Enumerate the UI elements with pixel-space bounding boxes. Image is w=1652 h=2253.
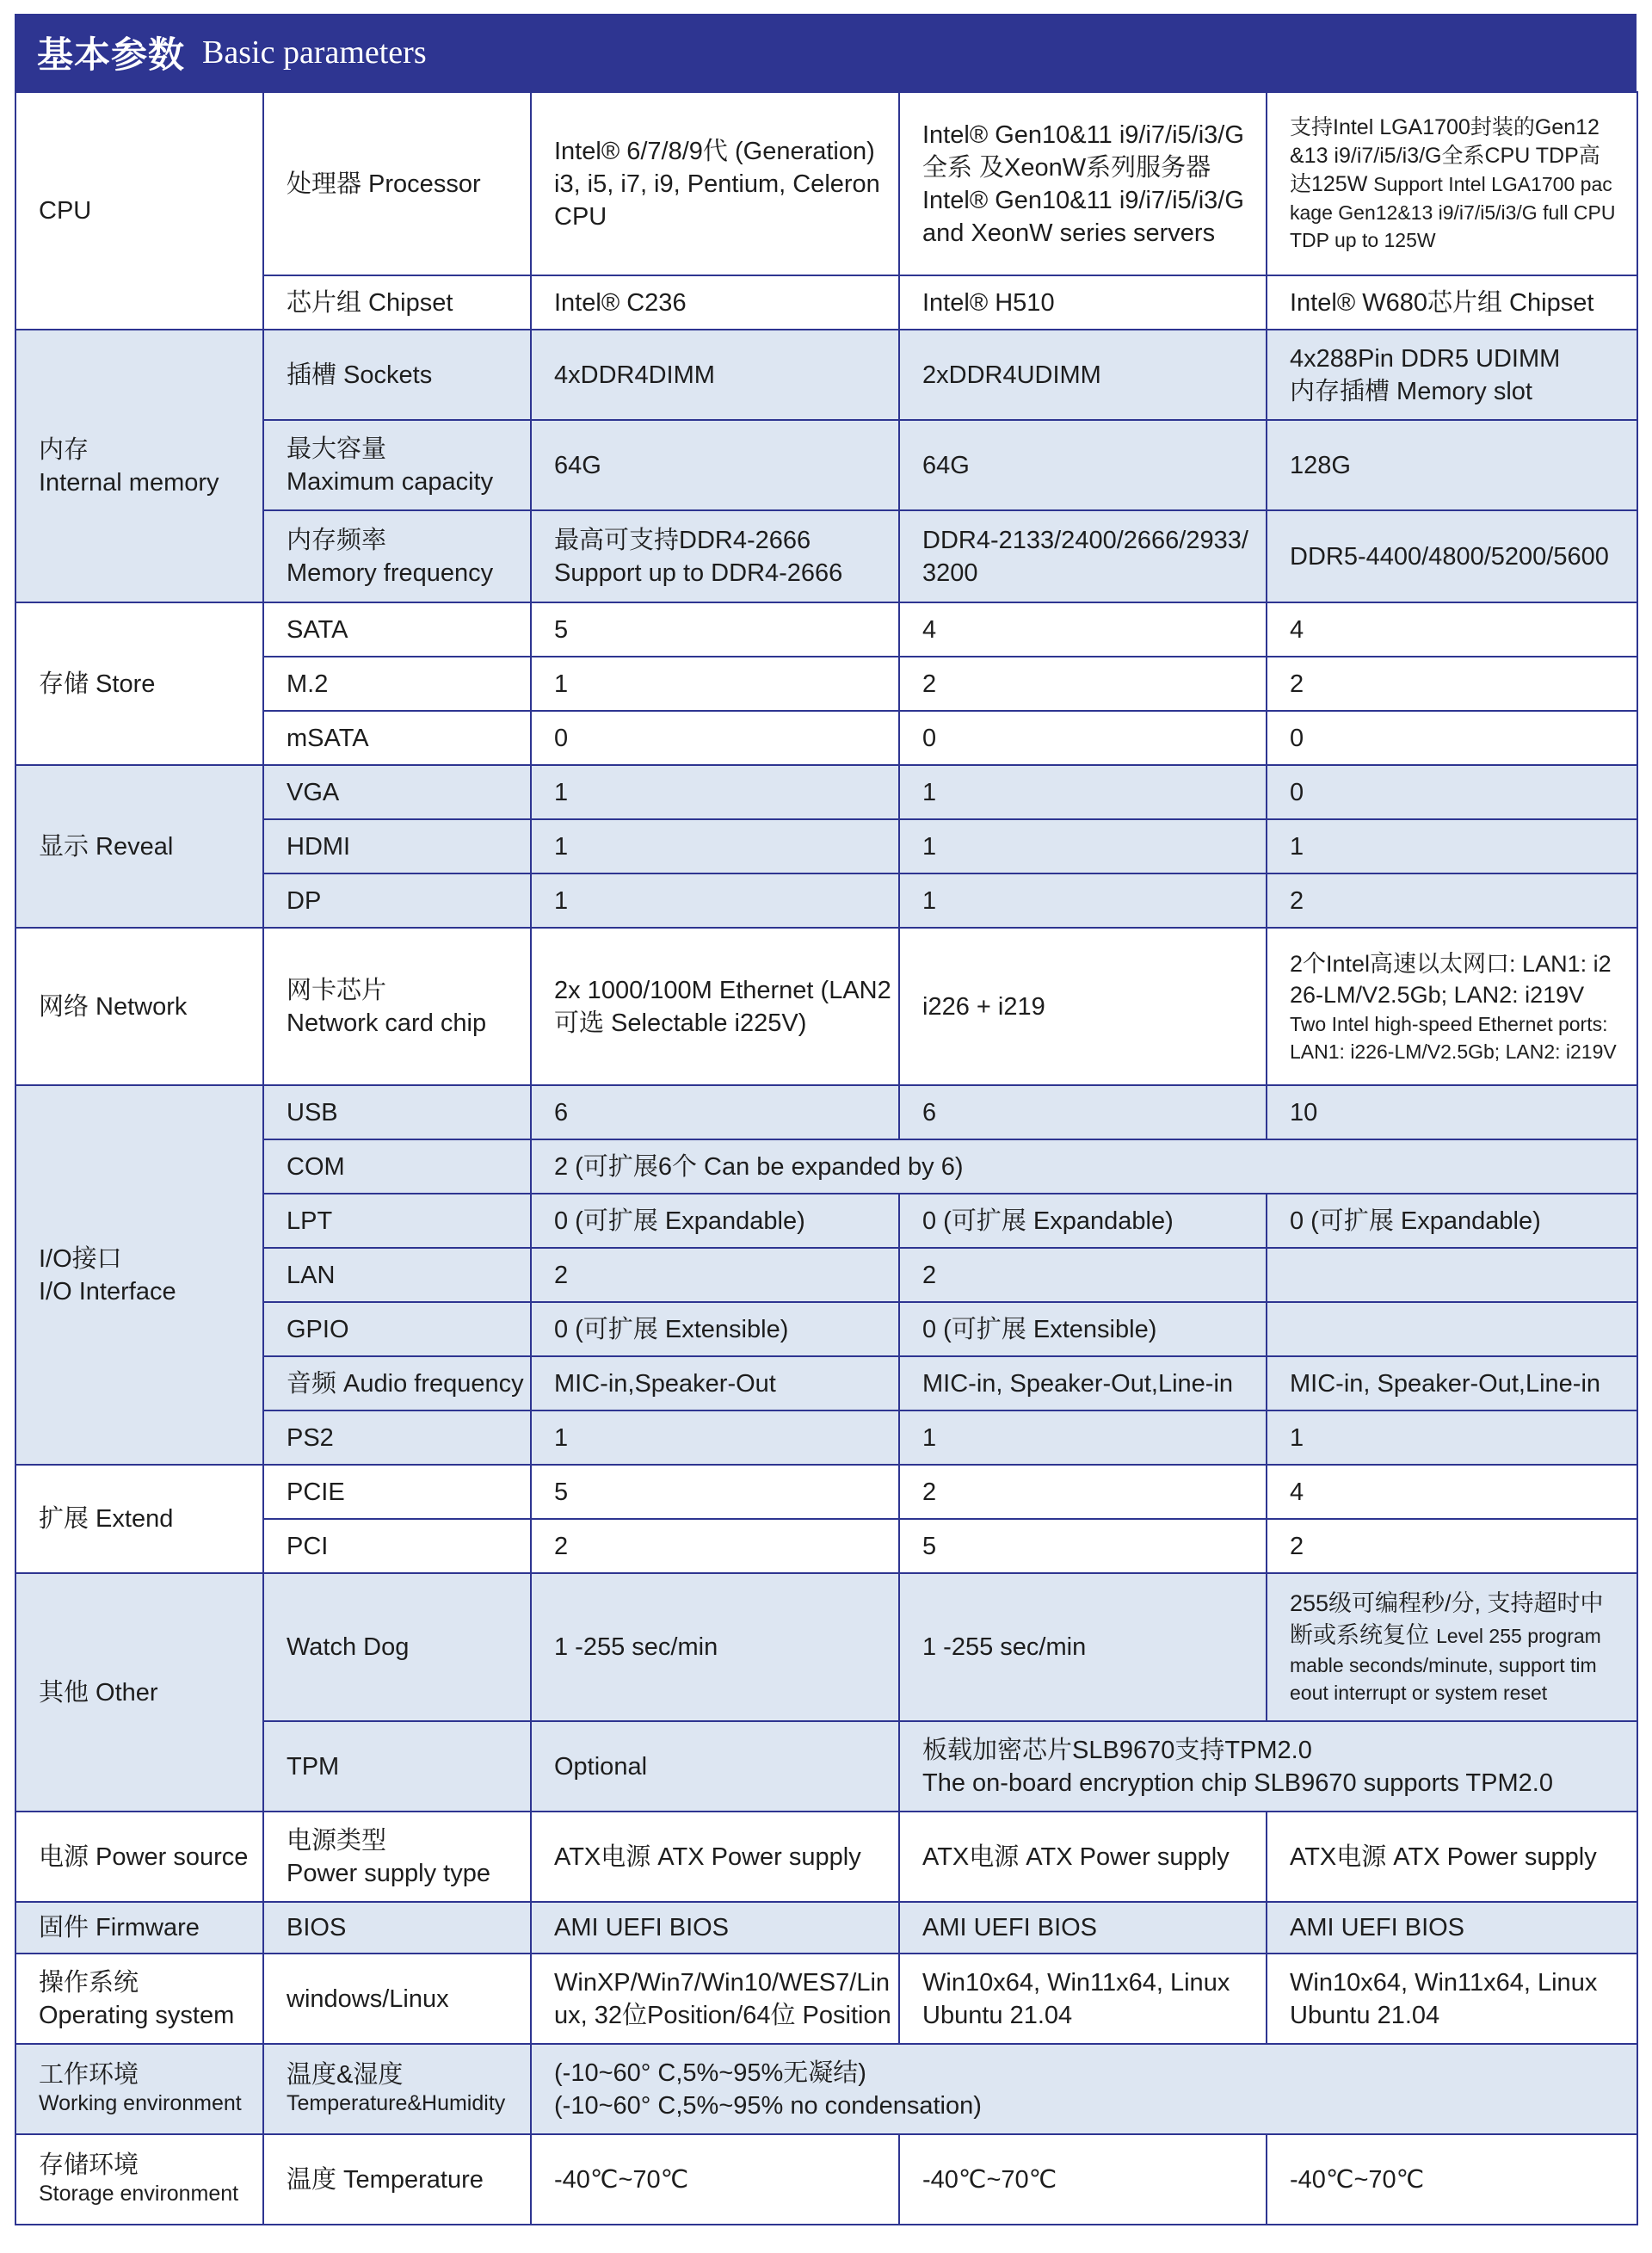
- category-cell: 其他 Other: [15, 1573, 263, 1812]
- value-line: (-10~60° C,5%~95%无凝结): [554, 2059, 866, 2087]
- category-en: Storage environment: [39, 2181, 239, 2206]
- param-line: 电源类型: [287, 1826, 387, 1855]
- value-line: Intel® Gen10&11 i9/i7/i5/i3/G: [922, 186, 1244, 214]
- value-cell: 2: [1267, 657, 1637, 711]
- value-cell: 2 (可扩展6个 Can be expanded by 6): [531, 1139, 1637, 1194]
- value-cell: MIC-in, Speaker-Out,Line-in: [1267, 1356, 1637, 1410]
- param-cell: M.2: [263, 657, 531, 711]
- value-line: (-10~60° C,5%~95% no condensation): [554, 2091, 982, 2120]
- value-line: Win10x64, Win11x64, Linux: [922, 1968, 1230, 1997]
- value-cell: [531, 510, 899, 602]
- table-row: [15, 1902, 1637, 1954]
- param-line: Network card chip: [287, 1009, 487, 1037]
- value-cell: DDR5-4400/4800/5200/5600: [1267, 510, 1637, 602]
- value-part: 达125W: [1290, 172, 1368, 196]
- value-cell: 2: [531, 1248, 899, 1302]
- value-cell: 1: [899, 765, 1267, 819]
- param-line: 温度&湿度: [287, 2060, 404, 2089]
- value-cell: [531, 928, 899, 1085]
- value-cell: 64G: [531, 420, 899, 510]
- param-cell: PCI: [263, 1519, 531, 1573]
- value-cell: i226 + i219: [899, 928, 1267, 1085]
- table-row: [15, 92, 1637, 275]
- category-cell: 电源 Power source: [15, 1812, 263, 1902]
- value-cell: 2: [899, 657, 1267, 711]
- category-zh: I/O接口: [39, 1244, 122, 1273]
- value-cell: -40℃~70℃: [1267, 2134, 1637, 2225]
- table-row: [15, 2134, 1637, 2225]
- category-cell: [15, 1954, 263, 2044]
- value-cell: 1: [899, 873, 1267, 928]
- value-cell: 1 -255 sec/min: [531, 1573, 899, 1721]
- category-en: Working environment: [39, 2090, 242, 2115]
- value-cell: [899, 92, 1267, 275]
- value-line: Ubuntu 21.04: [922, 2001, 1073, 2029]
- section-header: [15, 14, 1637, 91]
- value-line: 内存插槽 Memory slot: [1290, 377, 1532, 405]
- value-cell: 2: [899, 1248, 1267, 1302]
- param-cell: GPIO: [263, 1302, 531, 1356]
- value-line: Two Intel high-speed Ethernet ports:: [1290, 1012, 1608, 1035]
- param-line: 网卡芯片: [287, 976, 387, 1004]
- value-cell: 1 -255 sec/min: [899, 1573, 1267, 1721]
- value-cell: MIC-in, Speaker-Out,Line-in: [899, 1356, 1267, 1410]
- header-title-en: Basic parameters: [202, 34, 427, 71]
- value-cell: [1267, 330, 1637, 420]
- value-cell: [1267, 1954, 1637, 2044]
- value-cell: 4: [1267, 602, 1637, 657]
- value-cell: 1: [531, 873, 899, 928]
- value-cell: 0 (可扩展 Extensible): [899, 1302, 1267, 1356]
- value-cell: [1267, 1573, 1637, 1721]
- value-cell: 1: [1267, 819, 1637, 873]
- value-line: 板载加密芯片SLB9670支持TPM2.0: [922, 1736, 1312, 1764]
- param-cell: HDMI: [263, 819, 531, 873]
- param-cell: [263, 2044, 531, 2134]
- category-zh: 存储环境: [39, 2151, 139, 2179]
- param-cell: TPM: [263, 1721, 531, 1812]
- value-cell: ATX电源 ATX Power supply: [531, 1812, 899, 1902]
- value-line: 2x 1000/100M Ethernet (LAN2: [554, 976, 891, 1004]
- category-cell: [15, 2134, 263, 2225]
- value-cell: 0: [1267, 765, 1637, 819]
- value-line: mable seconds/minute, support tim: [1290, 1654, 1597, 1676]
- table-row: [15, 1465, 1637, 1519]
- value-cell: MIC-in,Speaker-Out: [531, 1356, 899, 1410]
- table-row: [15, 928, 1637, 1085]
- value-cell: 5: [531, 602, 899, 657]
- param-cell: USB: [263, 1085, 531, 1139]
- spec-sheet: [15, 14, 1637, 2225]
- param-cell: 芯片组 Chipset: [263, 275, 531, 330]
- param-cell: SATA: [263, 602, 531, 657]
- spec-table: [15, 91, 1638, 2225]
- param-cell: COM: [263, 1139, 531, 1194]
- value-line: 支持Intel LGA1700封装的Gen12: [1290, 115, 1600, 139]
- value-cell: 2: [1267, 1519, 1637, 1573]
- value-line: 26-LM/V2.5Gb; LAN2: i219V: [1290, 981, 1585, 1008]
- category-cell: 显示 Reveal: [15, 765, 263, 928]
- value-line: 全系 及XeonW系列服务器: [922, 153, 1211, 182]
- table-row: [15, 330, 1637, 420]
- value-line: kage Gen12&13 i9/i7/i5/i3/G full CPU: [1290, 201, 1616, 224]
- param-cell: 插槽 Sockets: [263, 330, 531, 420]
- value-line: 255级可编程秒/分, 支持超时中: [1290, 1590, 1604, 1616]
- param-cell: [263, 928, 531, 1085]
- value-line: 3200: [922, 559, 978, 587]
- value-cell: 1: [531, 819, 899, 873]
- value-line: Intel® Gen10&11 i9/i7/i5/i3/G: [922, 120, 1244, 149]
- value-part: Support Intel LGA1700 pac: [1373, 173, 1612, 195]
- table-row: [15, 765, 1637, 819]
- param-line: Memory frequency: [287, 559, 494, 587]
- value-cell: 0 (可扩展 Expandable): [1267, 1194, 1637, 1248]
- value-cell: [899, 510, 1267, 602]
- value-cell: 128G: [1267, 420, 1637, 510]
- value-line: The on-board encryption chip SLB9670 supports TPM2.0: [922, 1768, 1553, 1797]
- value-line: LAN1: i226-LM/V2.5Gb; LAN2: i219V: [1290, 1040, 1617, 1063]
- category-cell: 存储 Store: [15, 602, 263, 765]
- value-cell: [899, 1954, 1267, 2044]
- value-line: &13 i9/i7/i5/i3/G全系CPU TDP高: [1290, 144, 1600, 168]
- value-cell: ATX电源 ATX Power supply: [899, 1812, 1267, 1902]
- param-line: Temperature&Humidity: [287, 2090, 506, 2115]
- param-cell: DP: [263, 873, 531, 928]
- value-line: eout interrupt or system reset: [1290, 1682, 1548, 1704]
- value-cell: 6: [531, 1085, 899, 1139]
- table-row: [15, 1954, 1637, 2044]
- value-cell: Intel® W680芯片组 Chipset: [1267, 275, 1637, 330]
- value-cell: Intel® 6/7/8/9代 (Generation) i3, i5, i7, i9, Pentium, Celeron CPU: [531, 92, 899, 275]
- param-cell: [263, 420, 531, 510]
- param-cell: [263, 510, 531, 602]
- category-zh: 工作环境: [39, 2060, 139, 2089]
- header-title-zh: 基本参数: [37, 34, 186, 76]
- value-cell: 1: [531, 1410, 899, 1465]
- value-cell: 10: [1267, 1085, 1637, 1139]
- value-line: WinXP/Win7/Win10/WES7/Lin: [554, 1968, 891, 1997]
- table-row: [15, 602, 1637, 657]
- value-cell: ATX电源 ATX Power supply: [1267, 1812, 1637, 1902]
- value-line: DDR4-2133/2400/2666/2933/: [922, 526, 1248, 554]
- category-cell: [15, 330, 263, 602]
- value-cell: Intel® C236: [531, 275, 899, 330]
- value-cell: [1267, 1302, 1637, 1356]
- value-cell: 2: [899, 1465, 1267, 1519]
- value-cell: AMI UEFI BIOS: [531, 1902, 899, 1954]
- value-cell: -40℃~70℃: [531, 2134, 899, 2225]
- value-cell: 5: [531, 1465, 899, 1519]
- value-line: 可选 Selectable i225V): [554, 1009, 807, 1037]
- param-line: 内存频率: [287, 526, 387, 554]
- category-zh: 内存: [39, 435, 89, 464]
- value-cell: 0: [531, 711, 899, 765]
- value-cell: 2: [531, 1519, 899, 1573]
- category-cell: 固件 Firmware: [15, 1902, 263, 1954]
- value-line: Win10x64, Win11x64, Linux: [1290, 1968, 1598, 1997]
- param-cell: LAN: [263, 1248, 531, 1302]
- value-cell: [531, 1954, 899, 2044]
- category-cell: [15, 2044, 263, 2134]
- value-line: TDP up to 125W: [1290, 229, 1436, 251]
- value-cell: [1267, 1248, 1637, 1302]
- param-line: Power supply type: [287, 1859, 490, 1887]
- category-cell: 扩展 Extend: [15, 1465, 263, 1573]
- value-part: 断或系统复位: [1290, 1622, 1429, 1648]
- value-cell: 4: [899, 602, 1267, 657]
- param-cell: 处理器 Processor: [263, 92, 531, 275]
- table-row: [15, 2044, 1637, 2134]
- table-row: [15, 1812, 1637, 1902]
- value-line: [1290, 170, 1637, 199]
- category-en: Internal memory: [39, 468, 219, 497]
- value-cell: AMI UEFI BIOS: [1267, 1902, 1637, 1954]
- value-cell: Intel® H510: [899, 275, 1267, 330]
- param-cell: 音频 Audio frequency: [263, 1356, 531, 1410]
- value-line: Ubuntu 21.04: [1290, 2001, 1440, 2029]
- param-line: Maximum capacity: [287, 467, 494, 496]
- value-part: Level 255 program: [1436, 1625, 1601, 1647]
- value-cell: 0: [1267, 711, 1637, 765]
- param-cell: mSATA: [263, 711, 531, 765]
- value-line: Support up to DDR4-2666: [554, 559, 843, 587]
- category-zh: 操作系统: [39, 1968, 139, 1997]
- param-cell: [263, 1812, 531, 1902]
- value-cell: 1: [899, 1410, 1267, 1465]
- value-cell: 1: [531, 765, 899, 819]
- param-cell: LPT: [263, 1194, 531, 1248]
- value-cell: 6: [899, 1085, 1267, 1139]
- value-cell: 0 (可扩展 Extensible): [531, 1302, 899, 1356]
- category-en: I/O Interface: [39, 1277, 176, 1306]
- value-cell: 1: [899, 819, 1267, 873]
- value-cell: 64G: [899, 420, 1267, 510]
- value-line: ux, 32位Position/64位 Position: [554, 2001, 891, 2029]
- value-cell: 4xDDR4DIMM: [531, 330, 899, 420]
- param-line: 最大容量: [287, 435, 387, 463]
- param-cell: Watch Dog: [263, 1573, 531, 1721]
- value-line: 4x288Pin DDR5 UDIMM: [1290, 344, 1561, 373]
- value-cell: 0 (可扩展 Expandable): [531, 1194, 899, 1248]
- value-line: and XeonW series servers: [922, 219, 1216, 247]
- param-cell: PCIE: [263, 1465, 531, 1519]
- value-cell: 1: [531, 657, 899, 711]
- param-cell: windows/Linux: [263, 1954, 531, 2044]
- value-cell: 2xDDR4UDIMM: [899, 330, 1267, 420]
- param-cell: BIOS: [263, 1902, 531, 1954]
- value-cell: Optional: [531, 1721, 899, 1812]
- value-cell: -40℃~70℃: [899, 2134, 1267, 2225]
- value-cell: [1267, 92, 1637, 275]
- value-line: 2个Intel高速以太网口: LAN1: i2: [1290, 950, 1612, 977]
- category-cell: 网络 Network: [15, 928, 263, 1085]
- param-cell: VGA: [263, 765, 531, 819]
- value-cell: [899, 1721, 1637, 1812]
- category-cell: [15, 1085, 263, 1465]
- value-cell: 0 (可扩展 Expandable): [899, 1194, 1267, 1248]
- param-cell: PS2: [263, 1410, 531, 1465]
- value-cell: 4: [1267, 1465, 1637, 1519]
- value-cell: [531, 2044, 1637, 2134]
- value-cell: [1267, 928, 1637, 1085]
- category-cell: CPU: [15, 92, 263, 330]
- value-cell: 1: [1267, 1410, 1637, 1465]
- value-cell: 2: [1267, 873, 1637, 928]
- table-row: [15, 1573, 1637, 1721]
- value-cell: AMI UEFI BIOS: [899, 1902, 1267, 1954]
- value-line: [1290, 1619, 1637, 1651]
- table-row: [15, 1085, 1637, 1139]
- value-cell: 0: [899, 711, 1267, 765]
- value-line: 最高可支持DDR4-2666: [554, 526, 811, 554]
- value-cell: 5: [899, 1519, 1267, 1573]
- param-cell: 温度 Temperature: [263, 2134, 531, 2225]
- category-en: Operating system: [39, 2001, 235, 2029]
